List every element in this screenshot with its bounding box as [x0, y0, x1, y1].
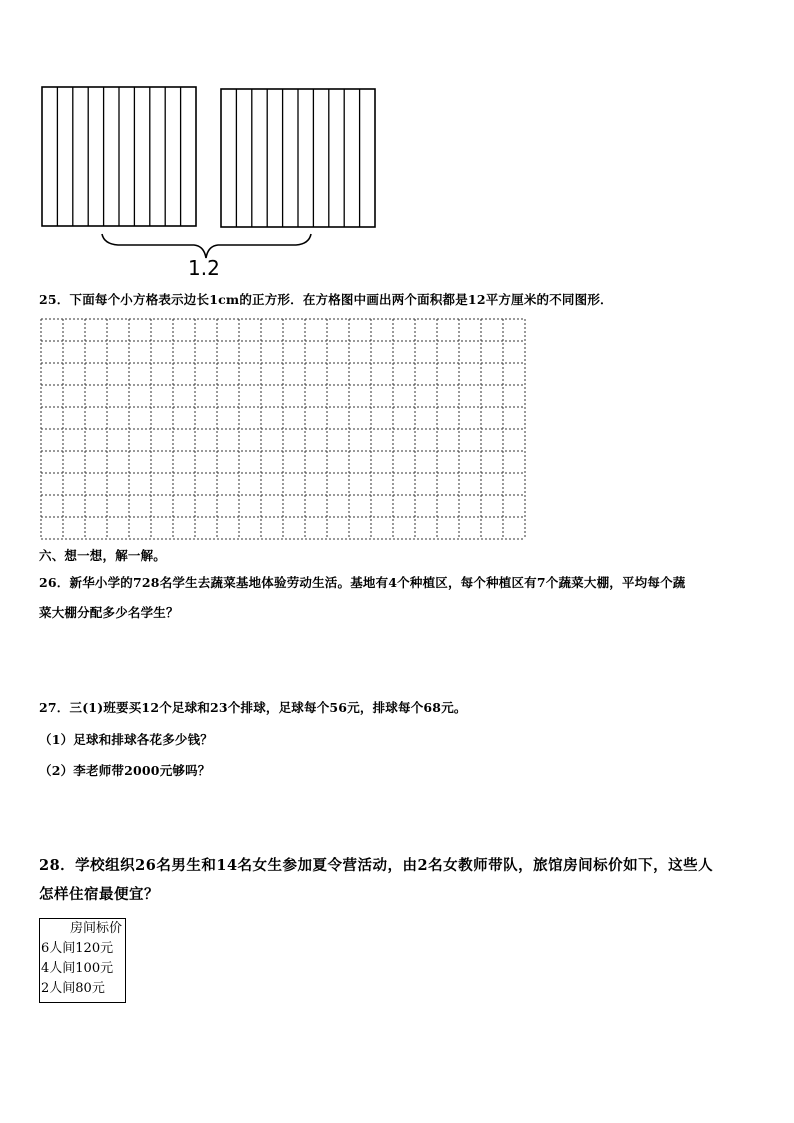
question-25: 25．下面每个小方格表示边长1cm的正方形．在方格图中画出两个面积都是12平方厘米的不同图形． [39, 292, 613, 307]
price-table-row: 6人间120元 [41, 941, 114, 956]
section-heading: 六、想一想，解一解。 [39, 548, 167, 563]
question-27-part2: （2）李老师带2000元够吗？ [39, 763, 211, 778]
left-square [42, 87, 196, 226]
price-table-row: 2人间80元 [41, 981, 105, 996]
decimal-figure [0, 0, 794, 290]
question-28-line1: 28．学校组织26名男生和14名女生参加夏令营活动，由2名女教师带队，旅馆房间标价如下，这些人 [39, 857, 714, 874]
question-26-line2: 菜大棚分配多少名学生？ [39, 605, 179, 620]
right-square [221, 89, 375, 227]
price-table [39, 918, 126, 1003]
price-table-row: 4人间100元 [41, 961, 114, 976]
brace [102, 234, 311, 258]
question-27-part1: （1）足球和排球各花多少钱？ [39, 732, 213, 747]
brace-label: 1.2 [188, 256, 220, 280]
question-26-line1: 26．新华小学的728名学生去蔬菜基地体验劳动生活。基地有4个种植区，每个种植区有7个蔬菜大棚，平均每个蔬 [39, 575, 686, 590]
price-table-header: 房间标价 [69, 921, 122, 936]
question-27: 27．三(1)班要买12个足球和23个排球，足球每个56元，排球每个68元。 [39, 700, 467, 715]
dotted-grid[interactable] [38, 316, 530, 542]
question-28-line2: 怎样住宿最便宜？ [39, 886, 159, 903]
